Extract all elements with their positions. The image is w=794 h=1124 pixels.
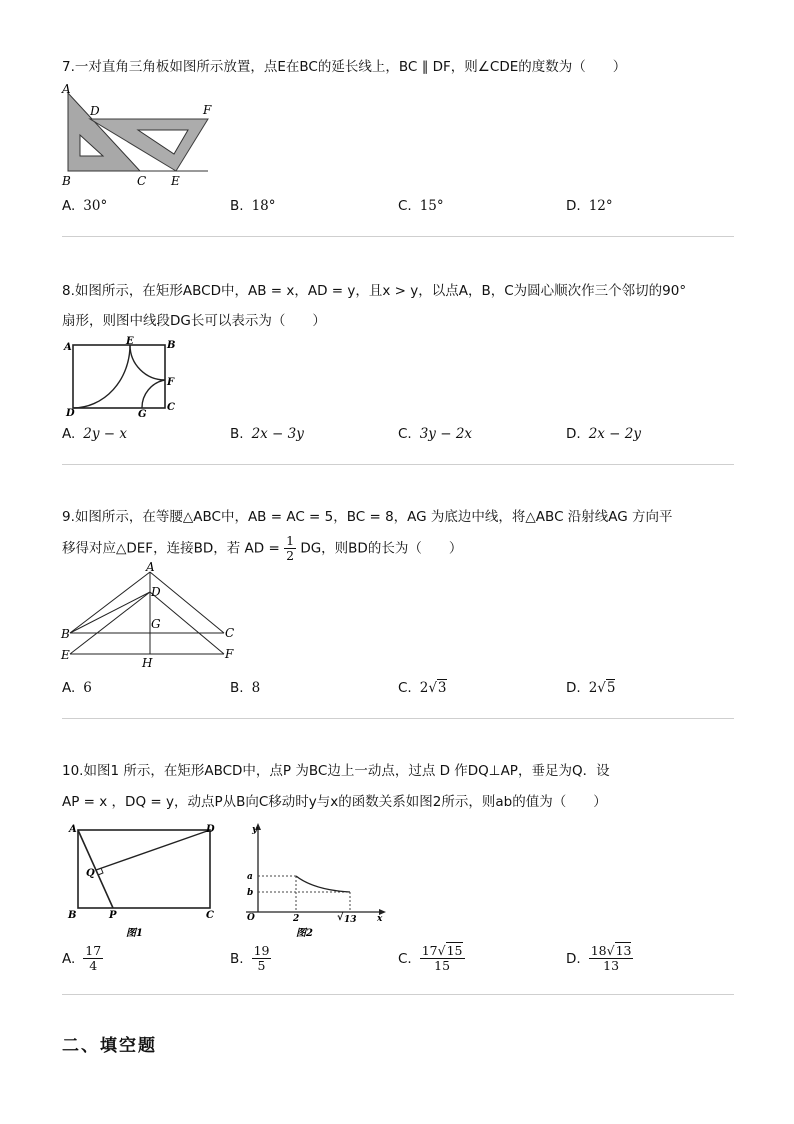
q8-figure xyxy=(60,336,185,418)
radicand: 3 xyxy=(437,680,447,696)
q7-label-d: D xyxy=(90,104,100,118)
fraction-numerator: 1 xyxy=(286,533,295,548)
q10-fig2-label-two: 2 xyxy=(293,914,300,924)
q10-fig1-label-b: B xyxy=(68,910,77,921)
q7-option-c[interactable] xyxy=(398,197,444,215)
q10-fig1-label-a: A xyxy=(69,824,77,835)
q8-option-a[interactable] xyxy=(62,425,127,443)
q7-label-a: A xyxy=(62,82,71,96)
option-value: 2x − 2y xyxy=(588,426,641,442)
fraction-denominator: 4 xyxy=(89,958,98,973)
fraction xyxy=(252,944,272,973)
q9-label-h: H xyxy=(142,656,153,670)
fraction xyxy=(589,944,634,973)
option-letter: C. xyxy=(398,950,412,967)
fraction xyxy=(420,944,465,973)
option-letter: B. xyxy=(230,950,244,967)
coefficient: 18 xyxy=(590,943,607,958)
q9-option-b[interactable] xyxy=(230,679,260,697)
q8-label-c: C xyxy=(167,402,175,413)
q9-label-e: E xyxy=(61,648,70,662)
option-value: 8 xyxy=(251,680,261,696)
q10-option-d[interactable] xyxy=(566,944,633,973)
q9-stem-line2 xyxy=(62,534,462,563)
q9-label-f: F xyxy=(225,647,234,661)
q7-label-c: C xyxy=(137,174,147,188)
q10-option-a[interactable] xyxy=(62,944,103,973)
option-letter: C. xyxy=(398,680,412,696)
option-letter: B. xyxy=(230,426,244,442)
q8-label-d: D xyxy=(66,408,75,418)
q9-label-b: B xyxy=(61,627,70,641)
option-letter: A. xyxy=(62,680,76,696)
option-value: 2√5 xyxy=(588,680,616,696)
fraction-denominator: 2 xyxy=(286,548,295,563)
q10-fig2-label-o: O xyxy=(247,913,255,923)
q9-figure xyxy=(58,562,243,670)
q8-option-b[interactable] xyxy=(230,425,304,443)
q10-option-b[interactable] xyxy=(230,944,271,973)
q10-fig1-label-c: C xyxy=(206,910,214,921)
q8-label-a: A xyxy=(64,342,72,353)
q10-fig2-label-a: a xyxy=(247,872,253,882)
separator xyxy=(62,994,734,995)
fraction-denominator: 13 xyxy=(603,958,620,973)
option-value: 2x − 3y xyxy=(251,426,304,442)
q7-figure xyxy=(58,82,228,192)
q9-label-g: G xyxy=(151,617,161,631)
fraction-numerator: 17√15 xyxy=(421,943,463,958)
section-heading: 二、填空题 xyxy=(62,1036,157,1056)
fraction-numerator: 18√13 xyxy=(590,943,632,958)
q10-fig1-label-q: Q xyxy=(86,868,95,879)
q9-line2-post: DG，则BD的长为（ ） xyxy=(300,540,463,557)
option-letter: A. xyxy=(62,426,76,442)
option-value: 2y − x xyxy=(83,426,128,442)
q10-fig2-label-b: b xyxy=(247,888,254,898)
q10-fig1-caption: 图1 xyxy=(126,928,143,939)
q10-option-c[interactable] xyxy=(398,944,465,973)
option-value: 3y − 2x xyxy=(419,426,473,442)
q7-option-d[interactable] xyxy=(566,197,613,215)
radicand: 5 xyxy=(606,680,616,696)
q10-fig2-label-x: x xyxy=(377,914,383,924)
q9-line2-pre: 移得对应△DEF，连接BD，若 AD = xyxy=(62,540,280,557)
q9-label-d: D xyxy=(151,585,161,599)
q8-label-g: G xyxy=(138,409,147,418)
q7-option-b[interactable] xyxy=(230,197,276,215)
q9-label-a: A xyxy=(146,562,155,574)
q7-stem: 7.一对直角三角板如图所示放置，点E在BC的延长线上，BC ∥ DF，则∠CDE的度数为（ ） xyxy=(62,59,627,75)
option-letter: A. xyxy=(62,198,76,214)
q8-stem-line2: 扇形，则图中线段DG长可以表示为（ ） xyxy=(62,313,326,329)
coefficient: 2 xyxy=(588,680,598,696)
radicand: 13 xyxy=(615,943,632,958)
q8-label-e: E xyxy=(126,336,134,347)
sqrt-icon: √ xyxy=(337,912,344,923)
q9-label-c: C xyxy=(225,626,235,640)
separator xyxy=(62,464,734,465)
option-letter: A. xyxy=(62,950,76,967)
fraction xyxy=(284,534,296,563)
option-letter: B. xyxy=(230,198,244,214)
fraction-numerator: 17 xyxy=(85,943,102,958)
q10-fig2-label-root: 13 xyxy=(344,915,357,925)
q7-label-f: F xyxy=(203,103,212,117)
q10-fig1-label-d: D xyxy=(206,824,215,835)
q8-label-b: B xyxy=(167,340,176,351)
option-value: 15° xyxy=(419,198,444,214)
option-value: 2√3 xyxy=(419,680,447,696)
fraction xyxy=(83,944,103,973)
q7-option-a[interactable] xyxy=(62,197,107,215)
q8-option-d[interactable] xyxy=(566,425,641,443)
option-letter: B. xyxy=(230,680,244,696)
separator xyxy=(62,718,734,719)
fraction-numerator: 19 xyxy=(253,943,270,958)
q7-label-e: E xyxy=(171,174,180,188)
option-value: 6 xyxy=(83,680,92,696)
q10-fig1-label-p: P xyxy=(109,910,117,921)
q10-stem-line2: AP = x ，DQ = y，动点P从B向C移动时y与x的函数关系如图2所示，则ab的值为（ ） xyxy=(62,794,607,810)
option-letter: D. xyxy=(566,198,581,214)
option-letter: D. xyxy=(566,426,581,442)
q8-label-f: F xyxy=(167,377,175,388)
coefficient: 17 xyxy=(421,943,438,958)
option-letter: D. xyxy=(566,950,581,967)
q10-fig2-label-y: y xyxy=(252,825,258,835)
q7-label-b: B xyxy=(62,174,71,188)
fraction-denominator: 5 xyxy=(257,958,266,973)
q10-figure-2 xyxy=(236,820,396,942)
option-value: 12° xyxy=(588,198,613,214)
separator xyxy=(62,236,734,237)
q8-option-c[interactable] xyxy=(398,425,472,443)
q9-option-c[interactable] xyxy=(398,679,447,697)
q9-option-a[interactable] xyxy=(62,679,92,697)
option-value: 30° xyxy=(83,198,108,214)
q10-fig2-caption: 图2 xyxy=(296,928,313,939)
fraction-denominator: 15 xyxy=(434,958,451,973)
option-value: 18° xyxy=(251,198,276,214)
option-letter: C. xyxy=(398,426,412,442)
coefficient: 2 xyxy=(419,680,429,696)
q8-stem-line1: 8.如图所示，在矩形ABCD中，AB = x，AD = y，且x > y，以点A，B，C为圆心顺次作三个邻切的90° xyxy=(62,283,687,299)
radicand: 15 xyxy=(446,943,463,958)
option-letter: D. xyxy=(566,680,581,696)
q9-option-d[interactable] xyxy=(566,679,615,697)
q9-stem-line1: 9.如图所示，在等腰△ABC中，AB = AC = 5，BC = 8，AG 为底边中线，将△ABC 沿射线AG 方向平 xyxy=(62,509,673,525)
q10-figure-1 xyxy=(62,820,222,942)
option-letter: C. xyxy=(398,198,412,214)
q10-stem-line1: 10.如图1 所示，在矩形ABCD中，点P 为BC边上一动点，过点 D 作DQ⊥AP，垂足为Q．设 xyxy=(62,763,610,779)
